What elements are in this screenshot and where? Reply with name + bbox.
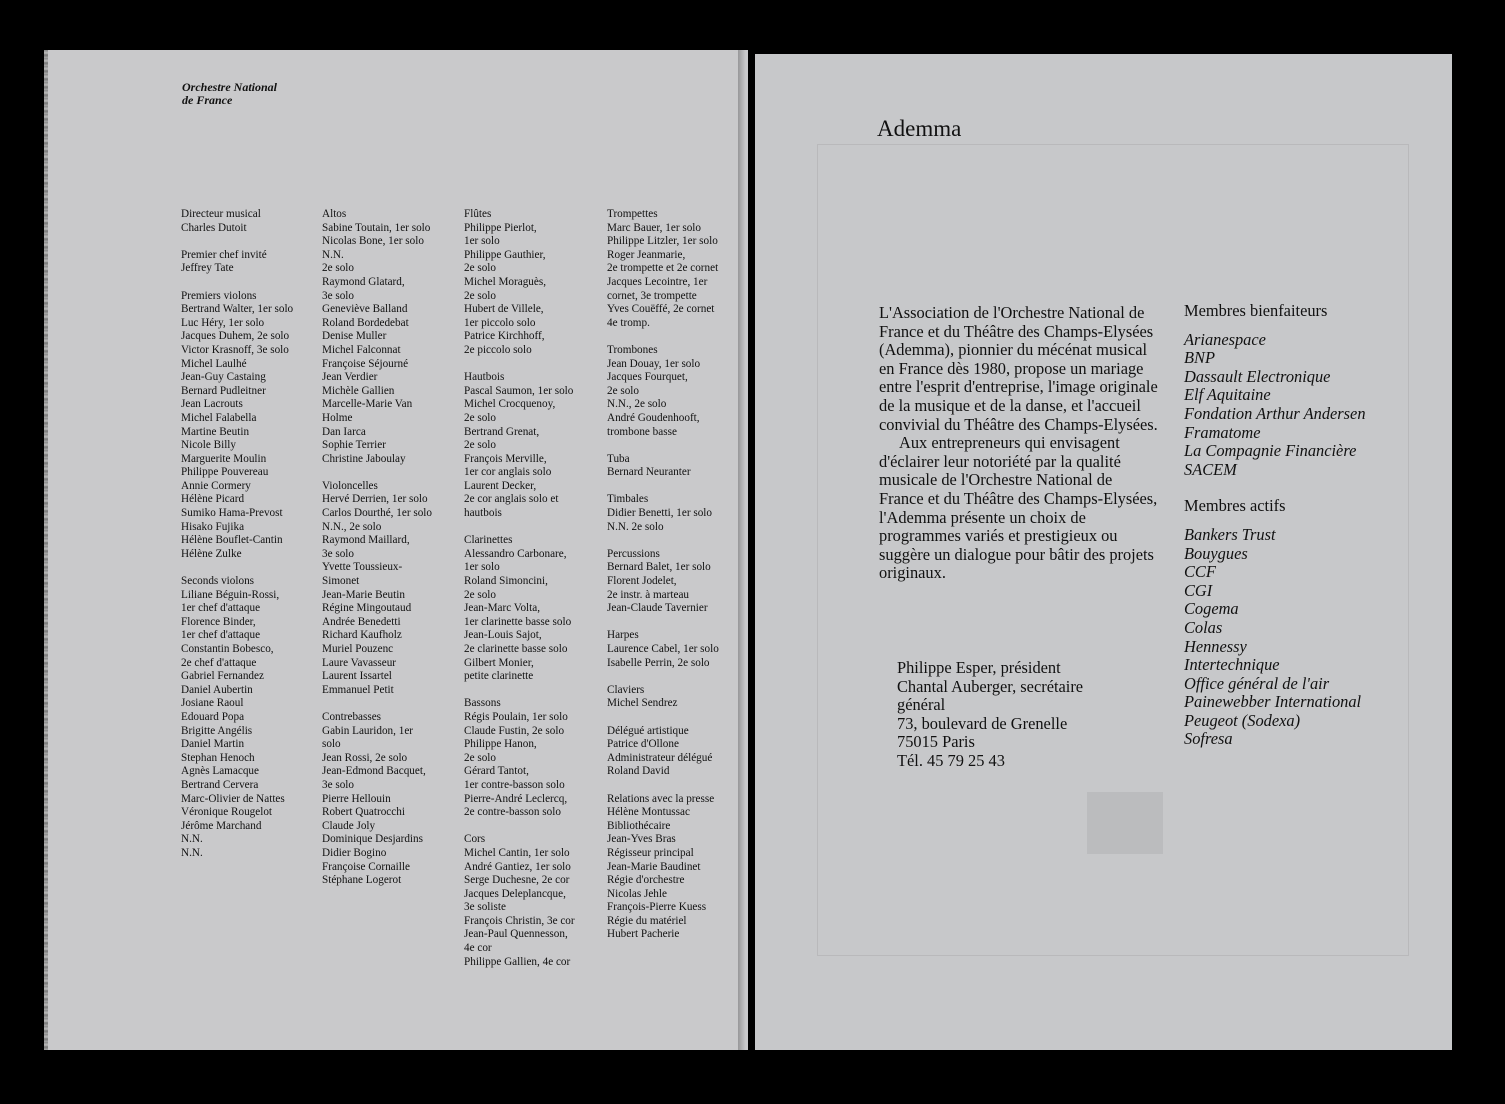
roster-line: 2e solo bbox=[464, 289, 497, 302]
roster-line: Clarinettes bbox=[464, 534, 513, 547]
roster-line: Andrée Benedetti bbox=[322, 615, 401, 628]
roster-line: Hélène Zulke bbox=[181, 547, 242, 560]
roster-line: Laurent Issartel bbox=[322, 670, 392, 683]
roster-line: Gilbert Monier, bbox=[464, 656, 534, 669]
roster-line: 2e piccolo solo bbox=[464, 343, 532, 356]
roster-line: 2e chef d'attaque bbox=[181, 656, 257, 669]
roster-line: Roland Bordedebat bbox=[322, 316, 409, 329]
spacer bbox=[464, 358, 609, 372]
roster-line: N.N., 2e solo bbox=[322, 520, 382, 533]
roster-line: Dominique Desjardins bbox=[322, 833, 423, 846]
roster-line: Dan Iarca bbox=[322, 425, 366, 438]
bienfaiteurs-heading: Membres bienfaiteurs bbox=[1184, 301, 1328, 320]
member-name: Bankers Trust bbox=[1184, 524, 1276, 544]
spacer bbox=[322, 466, 467, 480]
actifs-list bbox=[1184, 526, 1366, 749]
roster-line: 2e contre-basson solo bbox=[464, 806, 561, 819]
roster-line: Véronique Rougelot bbox=[181, 806, 273, 819]
roster-line: Hélène Picard bbox=[181, 493, 245, 506]
roster-line: Régie d'orchestre bbox=[607, 874, 685, 887]
spacer bbox=[181, 276, 326, 290]
roster-line: Jeffrey Tate bbox=[181, 262, 234, 275]
roster-line: Marguerite Moulin bbox=[181, 452, 267, 465]
roster-line: Claviers bbox=[607, 683, 645, 696]
roster-line: Geneviève Balland bbox=[322, 303, 408, 316]
spacer bbox=[607, 330, 748, 344]
roster-line: Raymond Glatard, bbox=[322, 275, 405, 288]
spacer bbox=[607, 439, 748, 453]
member-name: Framatome bbox=[1184, 422, 1261, 442]
roster-line: Bernard Balet, 1er solo bbox=[607, 561, 711, 574]
roster-line: François Christin, 3e cor bbox=[464, 914, 575, 927]
roster-line: Michèle Gallien bbox=[322, 384, 395, 397]
roster-line: Simonet bbox=[322, 575, 360, 588]
roster-line: Hubert de Villele, bbox=[464, 303, 544, 316]
roster-line: Patrice Kirchhoff, bbox=[464, 330, 545, 343]
roster-line: Jean-Yves Bras bbox=[607, 833, 676, 846]
roster-line: Jean-Paul Quennesson, bbox=[464, 928, 568, 941]
roster-line: 2e solo bbox=[607, 384, 640, 397]
spacer bbox=[607, 711, 748, 725]
roster-line: Trompettes bbox=[607, 208, 658, 220]
roster-line: Premiers violons bbox=[181, 289, 257, 302]
roster-line: 4e cor bbox=[464, 942, 492, 955]
member-name: CGI bbox=[1184, 580, 1213, 600]
roster-line: Régisseur principal bbox=[607, 846, 694, 859]
roster-line: Délégué artistique bbox=[607, 724, 689, 737]
roster-line: François Merville, bbox=[464, 452, 547, 465]
roster-line: Jean-Edmond Bacquet, bbox=[322, 765, 426, 778]
roster-line: Violoncelles bbox=[322, 479, 378, 492]
bleed-through-logo bbox=[1087, 792, 1163, 854]
spacer bbox=[607, 616, 748, 630]
roster-line: 1er piccolo solo bbox=[464, 316, 536, 329]
member-name: Cogema bbox=[1184, 599, 1239, 619]
roster-line: André Gantiez, 1er solo bbox=[464, 860, 571, 873]
roster-line: Alessandro Carbonare, bbox=[464, 547, 567, 560]
roster-line: Roland David bbox=[607, 765, 670, 778]
roster-line: 2e solo bbox=[464, 262, 497, 275]
roster-line: Claude Fustin, 2e solo bbox=[464, 724, 565, 737]
roster-line: Jean-Guy Castaing bbox=[181, 371, 266, 384]
contact-line: général bbox=[897, 695, 946, 715]
roster-line: 2e cor anglais solo et bbox=[464, 493, 559, 506]
roster-line: Daniel Aubertin bbox=[181, 683, 253, 696]
header-line-2: de France bbox=[182, 93, 233, 107]
member-name: Bouygues bbox=[1184, 543, 1248, 563]
member-name: BNP bbox=[1184, 348, 1215, 368]
roster-line: Jean-Claude Tavernier bbox=[607, 602, 708, 615]
roster-line: 2e clarinette basse solo bbox=[464, 643, 568, 655]
roster-line: 1er chef d'attaque bbox=[181, 602, 261, 615]
roster-line: Stephan Henoch bbox=[181, 751, 255, 764]
roster-line: Bibliothécaire bbox=[607, 819, 671, 832]
roster-line: Florent Jodelet, bbox=[607, 575, 677, 588]
roster-line: 1er solo bbox=[464, 561, 500, 574]
roster-line: Hautbois bbox=[464, 371, 505, 384]
roster-line: Administrateur délégué bbox=[607, 751, 713, 764]
roster-line: Bernard Pudleitner bbox=[181, 384, 266, 397]
roster-line: Philippe Pouvereau bbox=[181, 466, 269, 479]
roster-line: Jean Verdier bbox=[322, 371, 378, 384]
roster-line: Yvette Toussieux- bbox=[322, 561, 403, 574]
roster-line: Constantin Bobesco, bbox=[181, 643, 274, 655]
roster-line: Jean Douay, 1er solo bbox=[607, 357, 701, 370]
roster-line: Michel Laulhé bbox=[181, 357, 247, 370]
contact-line: Philippe Esper, président bbox=[897, 658, 1061, 677]
roster-line: Hisako Fujika bbox=[181, 520, 245, 533]
member-name: Elf Aquitaine bbox=[1184, 385, 1271, 405]
roster-line: Michel Moraguès, bbox=[464, 275, 547, 288]
actifs-heading: Membres actifs bbox=[1184, 496, 1286, 516]
roster-line: Régine Mingoutaud bbox=[322, 602, 412, 615]
roster-line: Contrebasses bbox=[322, 710, 382, 723]
roster-line: 2e solo bbox=[464, 439, 497, 452]
roster-column-2 bbox=[322, 208, 467, 888]
header-line-1: Orchestre National bbox=[182, 80, 278, 94]
roster-line: André Goudenhooft, bbox=[607, 411, 700, 424]
roster-line: Edouard Popa bbox=[181, 710, 245, 723]
roster-line: Luc Héry, 1er solo bbox=[181, 316, 265, 329]
roster-line: Régis Poulain, 1er solo bbox=[464, 710, 568, 723]
roster-line: Didier Benetti, 1er solo bbox=[607, 507, 713, 520]
roster-line: Gabin Lauridon, 1er bbox=[322, 724, 414, 737]
member-name: Fondation Arthur Andersen bbox=[1184, 403, 1366, 423]
roster-line: hautbois bbox=[464, 507, 502, 520]
roster-line: Muriel Pouzenc bbox=[322, 643, 394, 655]
roster-line: Michel Crocquenoy, bbox=[464, 398, 556, 411]
roster-line: Charles Dutoit bbox=[181, 221, 247, 234]
roster-line: Pierre-André Leclercq, bbox=[464, 792, 568, 805]
roster-line: Liliane Béguin-Rossi, bbox=[181, 588, 280, 601]
roster-line: Jean-Louis Sajot, bbox=[464, 629, 542, 642]
roster-line: N.N. bbox=[322, 248, 344, 261]
roster-line: Altos bbox=[322, 208, 347, 220]
roster-line: Marcelle-Marie Van bbox=[322, 398, 413, 411]
roster-line: Florence Binder, bbox=[181, 615, 256, 628]
roster-line: Percussions bbox=[607, 547, 660, 560]
paragraph-1: L'Association de l'Orchestre National de France et du Théâtre des Champs-Elysées (Ademma), pionnier du mécénat musical en France dès 1980, propose un mariage entre l'esprit d'entreprise, l'image originale de la musique et de la danse, et l'accueil convivial du Théâtre des Champs-Elysées. bbox=[879, 303, 1158, 434]
roster-line: Hervé Derrien, 1er solo bbox=[322, 493, 428, 506]
roster-line: Denise Muller bbox=[322, 330, 387, 343]
roster-line: Relations avec la presse bbox=[607, 792, 715, 805]
roster-line: 1er contre-basson solo bbox=[464, 778, 565, 791]
roster-line: Cors bbox=[464, 833, 486, 846]
member-name: SACEM bbox=[1184, 459, 1237, 479]
roster-line: Nicolas Bone, 1er solo bbox=[322, 235, 424, 248]
roster-line: Laurent Decker, bbox=[464, 479, 537, 492]
roster-line: 3e solo bbox=[322, 289, 355, 302]
roster-line: Pascal Saumon, 1er solo bbox=[464, 384, 574, 397]
roster-line: trombone basse bbox=[607, 425, 677, 438]
members-list bbox=[1184, 302, 1366, 749]
roster-column-1 bbox=[181, 208, 326, 861]
roster-line: N.N., 2e solo bbox=[607, 398, 667, 411]
spacer bbox=[181, 235, 326, 249]
roster-line: Stéphane Logerot bbox=[322, 874, 402, 887]
member-name: Intertechnique bbox=[1184, 655, 1280, 675]
roster-line: 2e solo bbox=[464, 411, 497, 424]
roster-line: Didier Bogino bbox=[322, 846, 387, 859]
roster-line: Agnès Lamacque bbox=[181, 765, 259, 778]
spacer bbox=[607, 480, 748, 494]
roster-line: 3e soliste bbox=[464, 901, 506, 914]
roster-line: 1er solo bbox=[464, 235, 500, 248]
roster-line: Claude Joly bbox=[322, 819, 376, 832]
section-title: Ademma bbox=[877, 116, 962, 141]
page-header bbox=[182, 81, 277, 107]
roster-line: 2e solo bbox=[322, 262, 355, 275]
roster-line: petite clarinette bbox=[464, 670, 534, 683]
roster-line: Michel Falconnat bbox=[322, 343, 401, 356]
roster-line: cornet, 3e trompette bbox=[607, 289, 697, 302]
roster-line: Sabine Toutain, 1er solo bbox=[322, 221, 431, 234]
roster-line: Richard Kaufholz bbox=[322, 629, 402, 642]
roster-line: Christine Jaboulay bbox=[322, 452, 406, 465]
roster-line: Michel Falabella bbox=[181, 411, 257, 424]
roster-line: Emmanuel Petit bbox=[322, 683, 394, 696]
spacer bbox=[607, 779, 748, 793]
member-name: Office général de l'air bbox=[1184, 673, 1330, 693]
right-page bbox=[755, 54, 1452, 1050]
roster-column-3 bbox=[464, 208, 609, 969]
roster-line: Jean-Marie Baudinet bbox=[607, 860, 701, 873]
roster-line: Jean Rossi, 2e solo bbox=[322, 751, 408, 764]
roster-line: Michel Cantin, 1er solo bbox=[464, 846, 570, 859]
roster-line: Hubert Pacherie bbox=[607, 928, 680, 941]
roster-line: Raymond Maillard, bbox=[322, 534, 410, 547]
contact-line: Chantal Auberger, secrétaire bbox=[897, 676, 1084, 696]
roster-line: Seconds violons bbox=[181, 575, 255, 588]
roster-line: Jacques Fourquet, bbox=[607, 371, 688, 384]
roster-line: Bertrand Grenat, bbox=[464, 425, 540, 438]
roster-line: Gérard Tantot, bbox=[464, 765, 529, 778]
roster-line: Bernard Neuranter bbox=[607, 466, 691, 479]
spacer bbox=[181, 561, 326, 575]
roster-line: 1er cor anglais solo bbox=[464, 466, 552, 479]
roster-line: Timbales bbox=[607, 493, 649, 506]
roster-line: Flûtes bbox=[464, 208, 492, 220]
member-name: Arianespace bbox=[1184, 329, 1266, 349]
roster-line: Philippe Hanon, bbox=[464, 738, 537, 751]
roster-line: Sophie Terrier bbox=[322, 439, 386, 452]
roster-line: 2e trompette et 2e cornet bbox=[607, 262, 719, 275]
contact-line: 75015 Paris bbox=[897, 732, 975, 752]
roster-line: Premier chef invité bbox=[181, 248, 267, 261]
roster-line: 3e solo bbox=[322, 778, 355, 791]
roster-line: Philippe Litzler, 1er solo bbox=[607, 235, 718, 248]
roster-line: 2e instr. à marteau bbox=[607, 588, 690, 601]
roster-line: N.N. 2e solo bbox=[607, 520, 664, 533]
roster-line: Marc-Olivier de Nattes bbox=[181, 792, 285, 805]
roster-line: Jean-Marc Volta, bbox=[464, 602, 541, 615]
roster-line: Trombones bbox=[607, 343, 658, 356]
roster-line: Laure Vavasseur bbox=[322, 656, 397, 669]
roster-line: Jacques Duhem, 2e solo bbox=[181, 330, 290, 343]
spacer bbox=[464, 820, 609, 834]
roster-line: Françoise Cornaille bbox=[322, 860, 410, 873]
roster-column-4 bbox=[607, 208, 748, 942]
roster-line: 1er clarinette basse solo bbox=[464, 615, 572, 628]
roster-line: Martine Beutin bbox=[181, 425, 250, 438]
roster-line: Nicole Billy bbox=[181, 439, 236, 452]
spacer bbox=[607, 534, 748, 548]
spacer bbox=[322, 697, 467, 711]
contact-block bbox=[897, 659, 1083, 771]
member-name: La Compagnie Financière bbox=[1184, 441, 1357, 461]
roster-line: Jérôme Marchand bbox=[181, 819, 262, 832]
member-name: Peugeot (Sodexa) bbox=[1184, 710, 1301, 730]
roster-line: Holme bbox=[322, 411, 353, 424]
ademma-description bbox=[879, 304, 1159, 583]
roster-line: Victor Krasnoff, 3e solo bbox=[181, 343, 289, 356]
member-name: Dassault Electronique bbox=[1184, 366, 1331, 386]
spacer bbox=[464, 684, 609, 698]
roster-line: Yves Couëffé, 2e cornet bbox=[607, 303, 715, 316]
roster-line: Bassons bbox=[464, 697, 501, 710]
member-name: Painewebber International bbox=[1184, 692, 1362, 712]
member-name: Hennessy bbox=[1184, 636, 1247, 656]
member-name: CCF bbox=[1184, 562, 1216, 582]
roster-line: Brigitte Angélis bbox=[181, 724, 253, 737]
spacer bbox=[607, 670, 748, 684]
roster-line: Roland Simoncini, bbox=[464, 575, 548, 588]
roster-line: Bertrand Walter, 1er solo bbox=[181, 303, 294, 316]
roster-line: 3e solo bbox=[322, 547, 355, 560]
roster-line: Laurence Cabel, 1er solo bbox=[607, 643, 719, 655]
roster-line: Jean Lacrouts bbox=[181, 398, 243, 411]
roster-line: Serge Duchesne, 2e cor bbox=[464, 874, 570, 887]
contact-line: 73, boulevard de Grenelle bbox=[897, 713, 1068, 733]
roster-line: Robert Quatrocchi bbox=[322, 806, 405, 819]
roster-line: Daniel Martin bbox=[181, 738, 245, 751]
roster-line: Bertrand Cervera bbox=[181, 778, 259, 791]
roster-line: Régie du matériel bbox=[607, 914, 687, 927]
roster-line: Françoise Séjourné bbox=[322, 357, 409, 370]
roster-line: Carlos Dourthé, 1er solo bbox=[322, 507, 432, 520]
roster-line: Roger Jeanmarie, bbox=[607, 248, 686, 261]
roster-line: François-Pierre Kuess bbox=[607, 901, 707, 914]
roster-line: Philippe Gauthier, bbox=[464, 248, 546, 261]
paragraph-2: Aux entrepreneurs qui envisagent d'éclairer leur notoriété par la qualité musicale de l'Orchestre National de France et du Théâtre des Champs-Elysées, l'Ademma présente un choix de programmes variés et prestigieux ou suggère un dialogue pour bâtir des projets originaux. bbox=[879, 433, 1158, 583]
roster-line: Gabriel Fernandez bbox=[181, 670, 264, 683]
bienfaiteurs-list bbox=[1184, 331, 1366, 480]
roster-line: Pierre Hellouin bbox=[322, 792, 391, 805]
roster-line: N.N. bbox=[181, 833, 203, 846]
roster-line: Hélène Bouflet-Cantin bbox=[181, 534, 283, 547]
roster-line: Isabelle Perrin, 2e solo bbox=[607, 656, 710, 669]
roster-line: Sumiko Hama-Prevost bbox=[181, 507, 283, 520]
roster-line: Jacques Deleplancque, bbox=[464, 887, 566, 900]
roster-line: Annie Cormery bbox=[181, 479, 251, 492]
roster-line: 2e solo bbox=[464, 588, 497, 601]
roster-line: Directeur musical bbox=[181, 208, 261, 220]
roster-line: Harpes bbox=[607, 629, 639, 642]
roster-line: Jacques Lecointre, 1er bbox=[607, 275, 708, 288]
member-name: Sofresa bbox=[1184, 729, 1233, 749]
roster-line: solo bbox=[322, 738, 341, 751]
roster-line: Hélène Montussac bbox=[607, 806, 690, 819]
roster-line: 4e tromp. bbox=[607, 316, 650, 329]
roster-line: 1er chef d'attaque bbox=[181, 629, 261, 642]
spacer bbox=[464, 521, 609, 535]
roster-line: Marc Bauer, 1er solo bbox=[607, 221, 701, 234]
roster-line: Jean-Marie Beutin bbox=[322, 588, 405, 601]
roster-line: Josiane Raoul bbox=[181, 697, 244, 710]
member-name: Colas bbox=[1184, 617, 1223, 637]
roster-line: Philippe Gallien, 4e cor bbox=[464, 955, 571, 968]
roster-line: Patrice d'Ollone bbox=[607, 738, 679, 751]
contact-line: Tél. 45 79 25 43 bbox=[897, 750, 1005, 770]
roster-line: 2e solo bbox=[464, 751, 497, 764]
roster-line: Michel Sendrez bbox=[607, 697, 678, 710]
left-page bbox=[48, 50, 748, 1050]
roster-line: Nicolas Jehle bbox=[607, 887, 667, 900]
roster-line: N.N. bbox=[181, 846, 203, 859]
roster-line: Tuba bbox=[607, 452, 630, 465]
roster-line: Philippe Pierlot, bbox=[464, 221, 537, 234]
